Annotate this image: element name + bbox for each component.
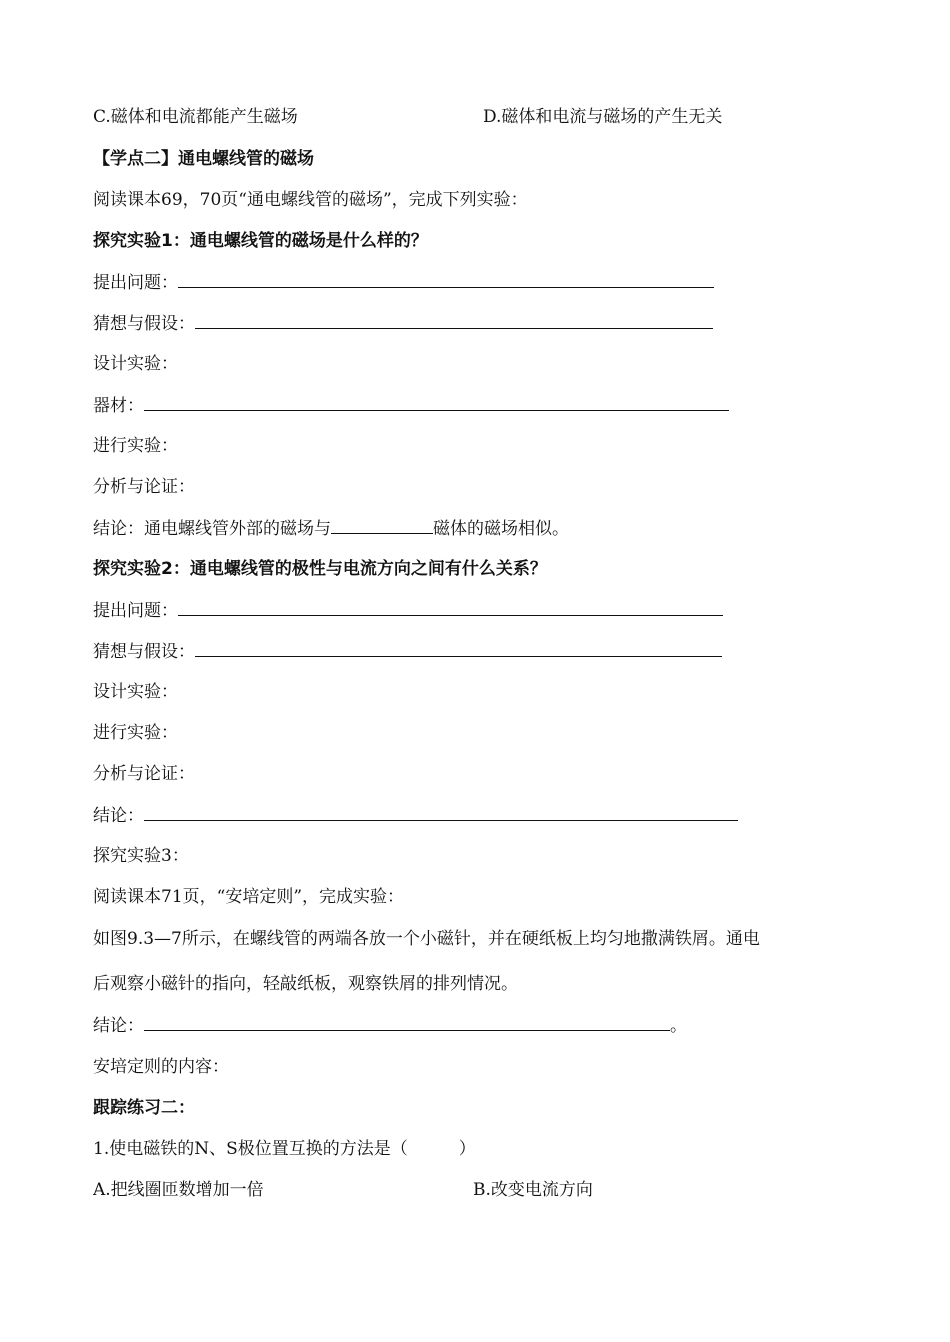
exp2-conclusion-label: 结论： bbox=[93, 806, 144, 826]
exp3-conclusion-blank[interactable] bbox=[144, 1013, 670, 1031]
exp1-materials-row bbox=[93, 393, 729, 418]
section-title: 【学点二】通电螺线管的磁场 bbox=[93, 149, 314, 169]
exp1-design-label: 设计实验： bbox=[93, 354, 178, 374]
exp3-desc-line2: 后观察小磁针的指向，轻敲纸板，观察铁屑的排列情况。 bbox=[93, 974, 518, 994]
exp1-question-row bbox=[93, 270, 714, 295]
exp1-conclusion-row bbox=[93, 516, 569, 541]
exp2-design-label: 设计实验： bbox=[93, 682, 178, 702]
exp2-question-row bbox=[93, 598, 723, 623]
option-b: B.改变电流方向 bbox=[473, 1180, 593, 1200]
exp2-question-label: 提出问题： bbox=[93, 601, 178, 621]
exp1-conclusion-prefix: 结论：通电螺线管外部的磁场与 bbox=[93, 519, 331, 539]
exp2-conduct-label: 进行实验： bbox=[93, 723, 178, 743]
prev-question-options bbox=[93, 105, 723, 129]
option-d: D.磁体和电流与磁场的产生无关 bbox=[483, 107, 723, 127]
option-c: C.磁体和电流都能产生磁场 bbox=[93, 107, 298, 127]
intro-text: 阅读课本69，70页“通电螺线管的磁场”，完成下列实验： bbox=[93, 190, 528, 210]
exp2-hypothesis-label: 猜想与假设： bbox=[93, 642, 195, 662]
exp2-title: 探究实验2：通电螺线管的极性与电流方向之间有什么关系？ bbox=[93, 559, 547, 579]
exp3-desc-line1: 如图9.3—7所示，在螺线管的两端各放一个小磁针，并在硬纸板上均匀地撒满铁屑。通电 bbox=[93, 929, 760, 949]
exp1-materials-label: 器材： bbox=[93, 396, 144, 416]
practice-title: 跟踪练习二： bbox=[93, 1098, 195, 1118]
option-a: A.把线圈匝数增加一倍 bbox=[93, 1180, 264, 1200]
exp3-read: 阅读课本71页，“安培定则”，完成实验： bbox=[93, 887, 405, 907]
exp1-conduct-label: 进行实验： bbox=[93, 436, 178, 456]
exp1-hypothesis-label: 猜想与假设： bbox=[93, 314, 195, 334]
exp3-conclusion-end: 。 bbox=[670, 1016, 687, 1036]
exp2-analysis-label: 分析与论证： bbox=[93, 764, 195, 784]
exp3-conclusion-row bbox=[93, 1013, 687, 1038]
exp1-conclusion-suffix: 磁体的磁场相似。 bbox=[433, 519, 569, 539]
exp1-hypothesis-row bbox=[93, 311, 713, 336]
practice-q1: 1.使电磁铁的N、S极位置互换的方法是（ ） bbox=[93, 1139, 476, 1159]
practice-q1-options bbox=[93, 1178, 593, 1202]
exp1-materials-blank[interactable] bbox=[144, 393, 729, 411]
exp2-hypothesis-blank[interactable] bbox=[195, 639, 722, 657]
exp3-conclusion-label: 结论： bbox=[93, 1016, 144, 1036]
exp1-title: 探究实验1：通电螺线管的磁场是什么样的？ bbox=[93, 231, 428, 251]
exp2-conclusion-blank[interactable] bbox=[144, 803, 738, 821]
exp3-title: 探究实验3： bbox=[93, 846, 189, 866]
exp1-question-label: 提出问题： bbox=[93, 273, 178, 293]
exp2-hypothesis-row bbox=[93, 639, 722, 664]
exp1-conclusion-blank[interactable] bbox=[331, 516, 433, 534]
exp1-hypothesis-blank[interactable] bbox=[195, 311, 713, 329]
ampere-rule-label: 安培定则的内容： bbox=[93, 1057, 229, 1077]
exp1-analysis-label: 分析与论证： bbox=[93, 477, 195, 497]
exp2-conclusion-row bbox=[93, 803, 738, 828]
exp2-question-blank[interactable] bbox=[178, 598, 723, 616]
exp1-question-blank[interactable] bbox=[178, 270, 714, 288]
